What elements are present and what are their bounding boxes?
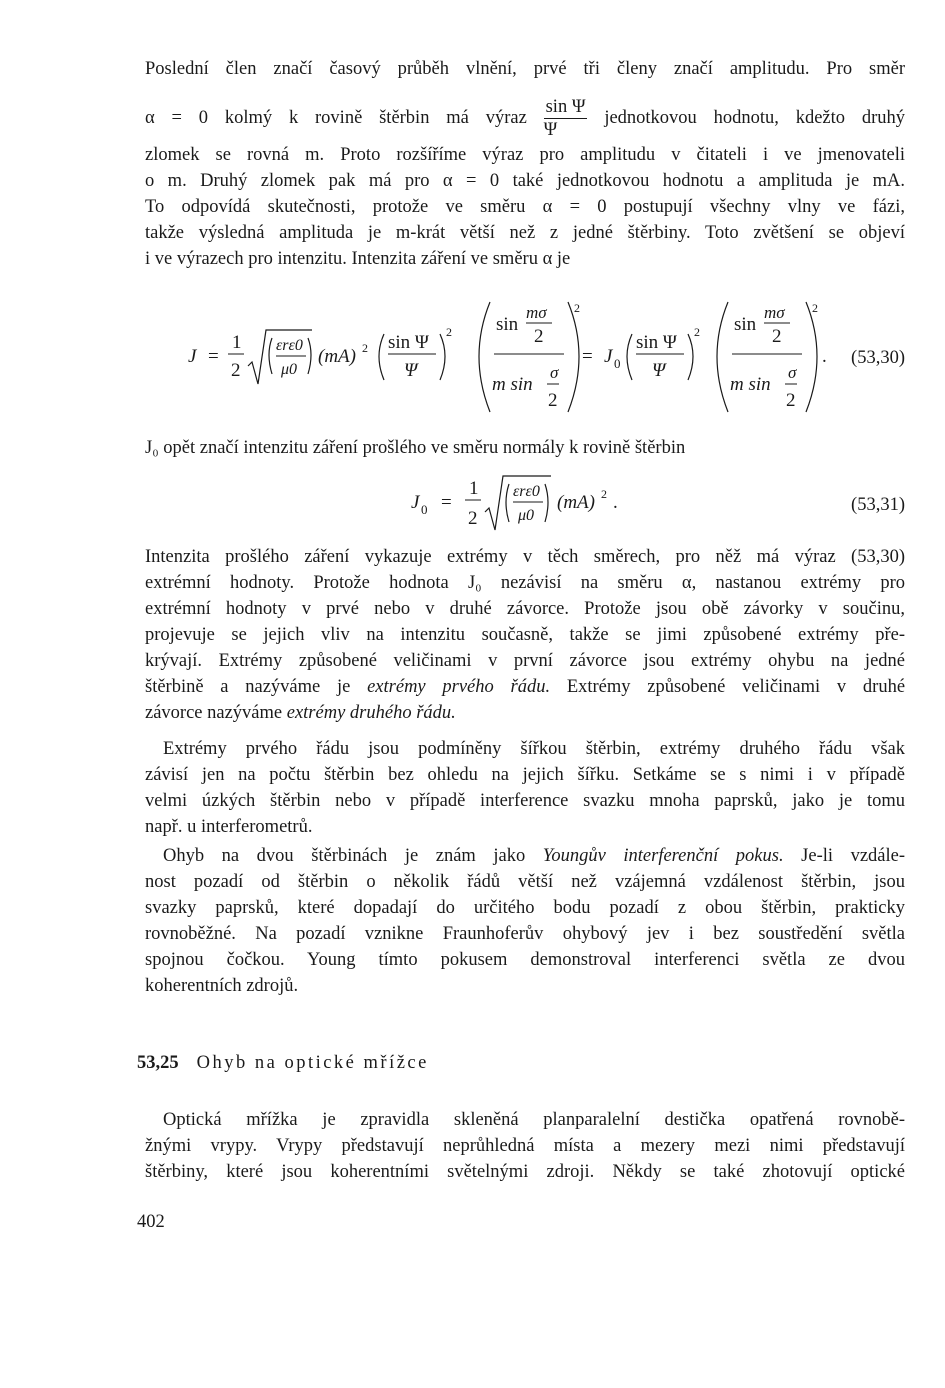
eq-sq: 2 [446, 325, 452, 339]
text-line: J₀ opět značí intenzitu záření prošlého ve směru normály k rovině štěrbin [145, 438, 686, 458]
fraction-numerator: sin Ψ [545, 97, 586, 118]
text-line: koherentních zdrojů. [145, 976, 299, 996]
text-line: Optická mřížka je zpravidla skleněná planparalelní destička opatřená rovnobě- [163, 1110, 905, 1130]
text-line: Intenzita prošlého záření vykazuje extrémy v těch směrech, pro něž má výraz (53,30) [145, 547, 905, 567]
text-line: o m. Druhý zlomek pak má pro α = 0 také jednotkovou hodnotu a amplituda je mA. [145, 171, 905, 191]
text-line: Extrémy prvého řádu jsou podmíněny šířkou štěrbin, extrémy druhého řádu však [163, 739, 905, 759]
eq-two: 2 [786, 390, 796, 411]
text-line: takže výsledná amplituda je m-krát větší než z jedné štěrbiny. Toto zvětšení se objeví [145, 223, 905, 243]
text-fragment: α = 0 kolmý k rovině štěrbin má výraz [145, 108, 527, 128]
eq-sq: 2 [694, 325, 700, 339]
eq-J0: J [411, 492, 420, 513]
text-line: krývají. Extrémy způsobené veličinami v první závorce jsou extrémy ohybu na jedné [145, 651, 905, 671]
text-line: nost pozadí od štěrbin o několik řádů větší než vzájemná vzdálenost štěrbin, jsou [145, 872, 905, 892]
eq-half-num: 1 [232, 332, 242, 353]
eq-sq: 2 [812, 301, 818, 315]
eq-msin: m sin [730, 374, 771, 395]
paragraph-1-cont [145, 142, 905, 272]
text-line: extrémní hodnoty. Protože hodnota J₀ nezávisí na směru α, nastanou extrémy pro [145, 573, 905, 593]
eq-dot: . [613, 492, 618, 513]
text-line: spojnou čočkou. Young tímto pokusem demonstroval interferenci světla ze dvou [145, 950, 905, 970]
paragraph-1 [145, 56, 905, 82]
eq-equals: = [208, 346, 219, 367]
text-line: svazky paprsků, které dopadají do určitého bodu pozadí z obou štěrbin, prakticky [145, 898, 905, 918]
text-fragment: štěrbině a nazýváme je [145, 677, 351, 697]
section-title: Ohyb na optické mřížce [196, 1053, 429, 1073]
eq-dot: . [822, 346, 827, 367]
text-fragment: závorce nazýváme [145, 703, 283, 723]
emphasis: Youngův interferenční pokus. [542, 846, 784, 866]
text-line [145, 700, 905, 726]
eq-sq: 2 [362, 341, 368, 355]
eq-J: J [188, 346, 197, 367]
text-fragment: Extrémy způsobené veličinami v druhé [566, 677, 906, 697]
eq-sq: 2 [601, 487, 607, 501]
text-fragment: Ohyb na dvou štěrbinách je znám jako [163, 846, 526, 866]
eq-equals: = [441, 492, 452, 513]
eq-sin: sin [734, 314, 757, 335]
eq-sinpsi: sin Ψ [636, 332, 677, 353]
eq-psi: Ψ [652, 360, 666, 381]
eq-mu: μ0 [518, 507, 535, 524]
eq-mA: (mA) [318, 346, 356, 367]
paragraph-3 [145, 544, 905, 726]
paragraph-2 [145, 435, 905, 461]
eq-msigma: mσ [526, 303, 547, 322]
emphasis: extrémy prvého řádu. [367, 677, 551, 697]
eq-sigma: σ [550, 363, 559, 382]
page-number: 402 [137, 1212, 165, 1232]
text-fragment: jednotkovou hodnotu, kdežto druhý [604, 108, 906, 128]
equation-53-31 [405, 470, 665, 540]
text-line: závisí jen na počtu štěrbin bez ohledu na jejich šířku. Setkáme se s nimi i v případě [145, 765, 905, 785]
eq-equals: = [582, 346, 593, 367]
section-heading [137, 1053, 429, 1074]
text-line: žnými vrypy. Vrypy představují neprůhledná místa a mezery mezi nimi představují [145, 1136, 905, 1156]
eq-half-den: 2 [231, 360, 241, 381]
text-line: zlomek se rovná m. Proto rozšíříme výraz pro amplitudu v čitateli i ve jmenovateli [145, 145, 905, 165]
eq-two: 2 [772, 326, 782, 347]
text-line: i ve výrazech pro intenzitu. Intenzita záření ve směru α je [145, 249, 571, 269]
equation-number: (53,30) [851, 348, 905, 368]
eq-msigma: mσ [764, 303, 785, 322]
eq-msin: m sin [492, 374, 533, 395]
eq-two: 2 [548, 390, 558, 411]
equation-number: (53,31) [851, 495, 905, 515]
eq-J0: J [604, 346, 613, 367]
text-line [145, 843, 905, 869]
text-line [145, 674, 905, 700]
eq-mA: (mA) [557, 492, 595, 513]
eq-eps: εrε0 [513, 483, 540, 500]
eq-J0-sub: 0 [421, 502, 428, 517]
text-line: extrémní hodnoty v prvé nebo v druhé závorce. Protože jsou obě závorky v součinu, [145, 599, 905, 619]
emphasis: extrémy druhého řádu. [286, 703, 456, 723]
paragraph-5 [145, 843, 905, 999]
fraction-sinpsi-over-psi [544, 96, 588, 141]
text-line: např. u interferometrů. [145, 817, 313, 837]
section-number: 53,25 [137, 1053, 179, 1073]
text-line: Poslední člen značí časový průběh vlnění, prvé tři členy značí amplitudu. Pro směr [145, 59, 905, 79]
text-fragment: Je-li vzdále- [801, 846, 905, 866]
paragraph-1-fraction-line [145, 93, 905, 143]
eq-sinpsi: sin Ψ [388, 332, 429, 353]
eq-mu: μ0 [281, 361, 298, 378]
eq-sin: sin [496, 314, 519, 335]
fraction-denominator: Ψ [543, 120, 558, 141]
eq-two: 2 [534, 326, 544, 347]
text-line: štěrbiny, které jsou koherentními světelnými zdroji. Někdy se také zhotovují optické [145, 1162, 905, 1182]
paragraph-4 [145, 736, 905, 840]
equation-53-30 [180, 292, 840, 422]
paragraph-6 [145, 1107, 905, 1185]
eq-sq: 2 [574, 301, 580, 315]
text-line [145, 93, 905, 143]
text-line: To odpovídá skutečnosti, protože ve směru α = 0 postupují všechny vlny ve fázi, [145, 197, 905, 217]
eq-psi: Ψ [404, 360, 418, 381]
text-line: rovnoběžné. Na pozadí vznikne Fraunhoferův ohybový jev i bez soustředění světla [145, 924, 905, 944]
eq-half-num: 1 [469, 478, 479, 499]
eq-J0-sub: 0 [614, 356, 621, 371]
text-line: velmi úzkých štěrbin nebo v případě interference svazku mnoha paprsků, jako je tomu [145, 791, 905, 811]
text-line: projevuje se jejich vliv na intenzitu současně, takže se jimi způsobené extrémy pře- [145, 625, 905, 645]
eq-sigma: σ [788, 363, 797, 382]
eq-eps: εrε0 [276, 337, 303, 354]
eq-half-den: 2 [468, 508, 478, 529]
